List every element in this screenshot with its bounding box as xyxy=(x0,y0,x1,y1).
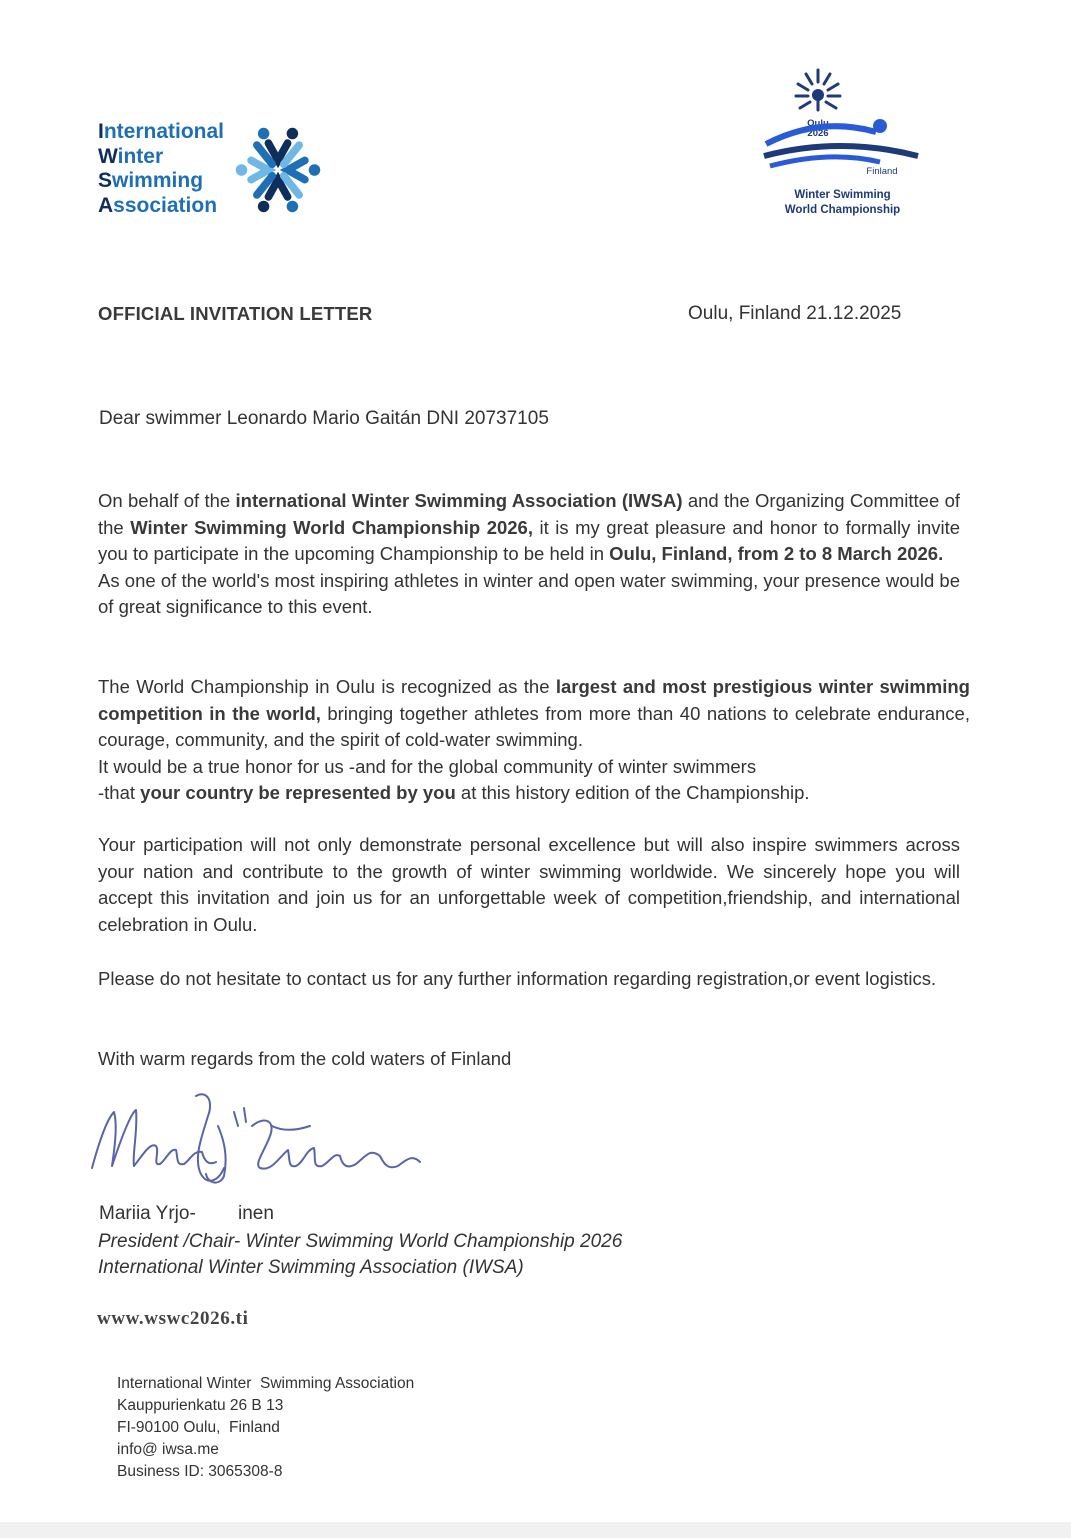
wswc-caption-line1: Winter Swimming xyxy=(794,189,891,201)
badge-country: Finland xyxy=(866,166,898,177)
signer-role-line1: President /Chair- Winter Swimming World Championship 2026 xyxy=(98,1231,623,1252)
signer-role-line2: International Winter Swimming Association (IWSA) xyxy=(98,1257,524,1278)
iwsa-logo-line: International xyxy=(98,120,225,143)
address-city: FI-90100 Oulu, Finland xyxy=(117,1419,280,1436)
letter-title: OFFICIAL INVITATION LETTER xyxy=(98,303,373,324)
iwsa-logo-line: Swimming xyxy=(98,169,204,192)
badge-city: Oulu xyxy=(807,118,829,129)
bold-run: Winter Swimming World Championship 2026, xyxy=(130,516,533,538)
bold-run: Oulu, Finland, from 2 to 8 March 2026. xyxy=(609,543,944,564)
closing: With warm regards from the cold waters of Finland xyxy=(98,1048,512,1069)
iwsa-logo-line: Winter xyxy=(98,144,164,168)
paragraph-championship xyxy=(98,674,970,807)
bold-run: international Winter Swimming Association (IWSA) xyxy=(235,490,683,511)
wswc-logo xyxy=(760,66,925,226)
iwsa-logo-line: Association xyxy=(98,193,218,217)
text-run: It would be a true honor for us -and for the global community of winter swimmers xyxy=(98,755,757,777)
address-business-id: Business ID: 3065308-8 xyxy=(117,1463,283,1480)
address-street: Kauppurienkatu 26 B 13 xyxy=(117,1397,284,1414)
handwritten-signature xyxy=(84,1086,434,1196)
bold-run: largest and most prestigious winter swimming competition in the world, xyxy=(98,676,970,724)
address-block xyxy=(117,1373,414,1483)
address-org: International Winter Swimming Association xyxy=(117,1375,415,1392)
bold-run: your country be represented by you xyxy=(140,782,456,803)
wswc-caption-line2: World Championship xyxy=(784,204,901,216)
iwsa-logo xyxy=(98,120,338,220)
salutation: Dear swimmer Leonardo Mario Gaitán DNI 20737105 xyxy=(99,408,549,429)
text-run: and the Organizing Committee of the xyxy=(98,490,961,538)
website-link[interactable]: www.wswc2026.ti xyxy=(97,1308,249,1329)
page-bottom-strip xyxy=(0,1522,1071,1538)
address-email[interactable]: info@ iwsa.me xyxy=(117,1441,219,1458)
text-run: As one of the world's most inspiring athletes in winter and open water swimming, your presence would be of great significance to this event. xyxy=(98,569,960,617)
text-run: it is my great pleasure and honor to formally invite you to participate in the upcoming Championship to be held in xyxy=(98,516,961,564)
wswc-caption xyxy=(760,188,925,218)
text-run: bringing together athletes from more than 40 nations to celebrate endurance, courage, community, and the spirit of cold-water swimming. xyxy=(98,702,970,750)
paragraph-participation: Your participation will not only demonstrate personal excellence but will also inspire swimmers across your nation and contribute to the growth of winter swimming worldwide. We sincerely hope you will accept this invitation and join us for an unforgettable week of competition,friendship, and international celebration in Oulu. xyxy=(98,834,960,935)
iwsa-logo-text xyxy=(98,120,224,218)
snowflake-swimmers-icon xyxy=(230,122,326,218)
championship-emblem xyxy=(760,66,925,184)
paragraph-invitation xyxy=(98,488,960,621)
paragraph-contact: Please do not hesitate to contact us for any further information regarding registration,or event logistics. xyxy=(98,968,937,989)
text-run: -that xyxy=(98,782,141,803)
text-run: at this history edition of the Championship. xyxy=(455,782,810,803)
signer-name: Mariia Yrjo- inen xyxy=(99,1203,274,1224)
signer-role xyxy=(98,1229,622,1281)
text-run: The World Championship in Oulu is recognized as the xyxy=(98,676,556,697)
badge-year: 2026 xyxy=(807,128,829,139)
text-run: On behalf of the xyxy=(98,490,236,511)
place-date: Oulu, Finland 21.12.2025 xyxy=(688,303,902,324)
